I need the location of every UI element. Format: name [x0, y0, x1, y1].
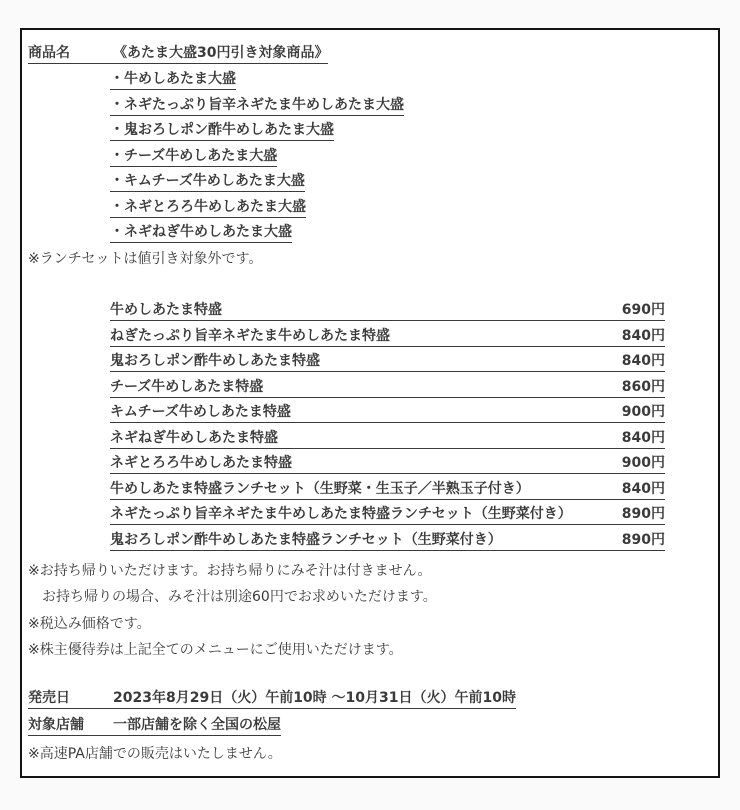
discount-item: ・ネギねぎ牛めしあたま大盛 — [110, 222, 292, 243]
menu-item-name: チーズ牛めしあたま特盛 — [110, 378, 264, 395]
target-stores-line — [28, 715, 281, 736]
price-table-row — [110, 300, 665, 321]
discount-item: ・チーズ牛めしあたま大盛 — [110, 146, 277, 167]
product-name-heading — [28, 43, 328, 64]
menu-item-name: 鬼おろしポン酢牛めしあたま特盛ランチセット（生野菜付き） — [110, 531, 502, 548]
notes-block — [28, 558, 702, 664]
price-table — [110, 300, 665, 551]
menu-item-name: ネギとろろ牛めしあたま特盛 — [110, 455, 292, 471]
menu-item-price: 840円 — [621, 327, 665, 344]
discount-item: ・ネギとろろ牛めしあたま大盛 — [110, 197, 306, 218]
menu-item-name: ネギねぎ牛めしあたま特盛 — [110, 429, 278, 446]
menu-item-name: キムチーズ牛めしあたま特盛 — [110, 404, 291, 420]
discount-item: ・牛めしあたま大盛 — [110, 69, 236, 90]
discount-item: ・キムチーズ牛めしあたま大盛 — [110, 171, 305, 192]
menu-item-name: ねぎたっぷり旨辛ネギたま牛めしあたま特盛 — [110, 327, 390, 344]
menu-item-price: 840円 — [621, 480, 665, 497]
menu-item-price: 900円 — [621, 404, 665, 420]
menu-item-price: 840円 — [621, 353, 665, 369]
lunch-set-note: ※ランチセットは値引き対象外です。 — [28, 251, 263, 267]
menu-item-price: 840円 — [621, 429, 665, 446]
menu-item-name: ネギたっぷり旨辛ネギたま牛めしあたま特盛ランチセット（生野菜付き） — [110, 506, 572, 522]
price-table-row — [110, 326, 665, 347]
menu-item-price: 890円 — [621, 506, 665, 522]
discount-item: ・ネギたっぷり旨辛ネギたま牛めしあたま大盛 — [110, 95, 404, 116]
discount-item: ・鬼おろしポン酢牛めしあたま大盛 — [110, 120, 334, 141]
price-table-row — [110, 479, 665, 500]
release-date-label: 発売日 — [28, 689, 70, 706]
price-table-row — [110, 530, 665, 551]
note-line: ※税込み価格です。 — [28, 615, 151, 632]
price-table-row — [110, 377, 665, 398]
price-table-row — [110, 351, 665, 372]
menu-item-name: 鬼おろしポン酢牛めしあたま特盛 — [110, 353, 320, 369]
target-stores-label: 対象店舗 — [28, 716, 84, 733]
highway-pa-note: ※高速PA店舗での販売はいたしません。 — [28, 745, 282, 762]
price-table-row — [110, 402, 665, 423]
menu-item-name: 牛めしあたま特盛ランチセット（生野菜・生玉子／半熟玉子付き） — [110, 480, 530, 497]
price-table-row — [110, 504, 665, 525]
product-name-label: 商品名 — [28, 45, 70, 61]
note-line: ※株主優待券は上記全てのメニューにご使用いただけます。 — [28, 642, 403, 658]
discount-campaign-title: 《あたま大盛30円引き対象商品》 — [113, 45, 329, 61]
menu-item-name: 牛めしあたま特盛 — [110, 302, 222, 318]
price-table-row — [110, 428, 665, 449]
release-info-block — [28, 688, 702, 766]
price-table-row — [110, 453, 665, 474]
menu-item-price: 860円 — [621, 378, 665, 395]
menu-item-price: 690円 — [621, 302, 665, 318]
note-line: ※お持ち帰りいただけます。お持ち帰りにみそ汁は付きません。 — [28, 562, 432, 579]
document-sheet — [20, 28, 720, 778]
menu-item-price: 900円 — [621, 455, 665, 471]
discount-item-list — [110, 69, 702, 243]
note-line: お持ち帰りの場合、みそ汁は別途60円でお求めいただけます。 — [28, 589, 437, 605]
menu-item-price: 890円 — [621, 531, 665, 548]
release-date-line — [28, 688, 516, 709]
target-stores-value: 一部店舗を除く全国の松屋 — [113, 716, 281, 733]
release-date-value: 2023年8月29日（火）午前10時 ～10月31日（火）午前10時 — [113, 689, 516, 706]
